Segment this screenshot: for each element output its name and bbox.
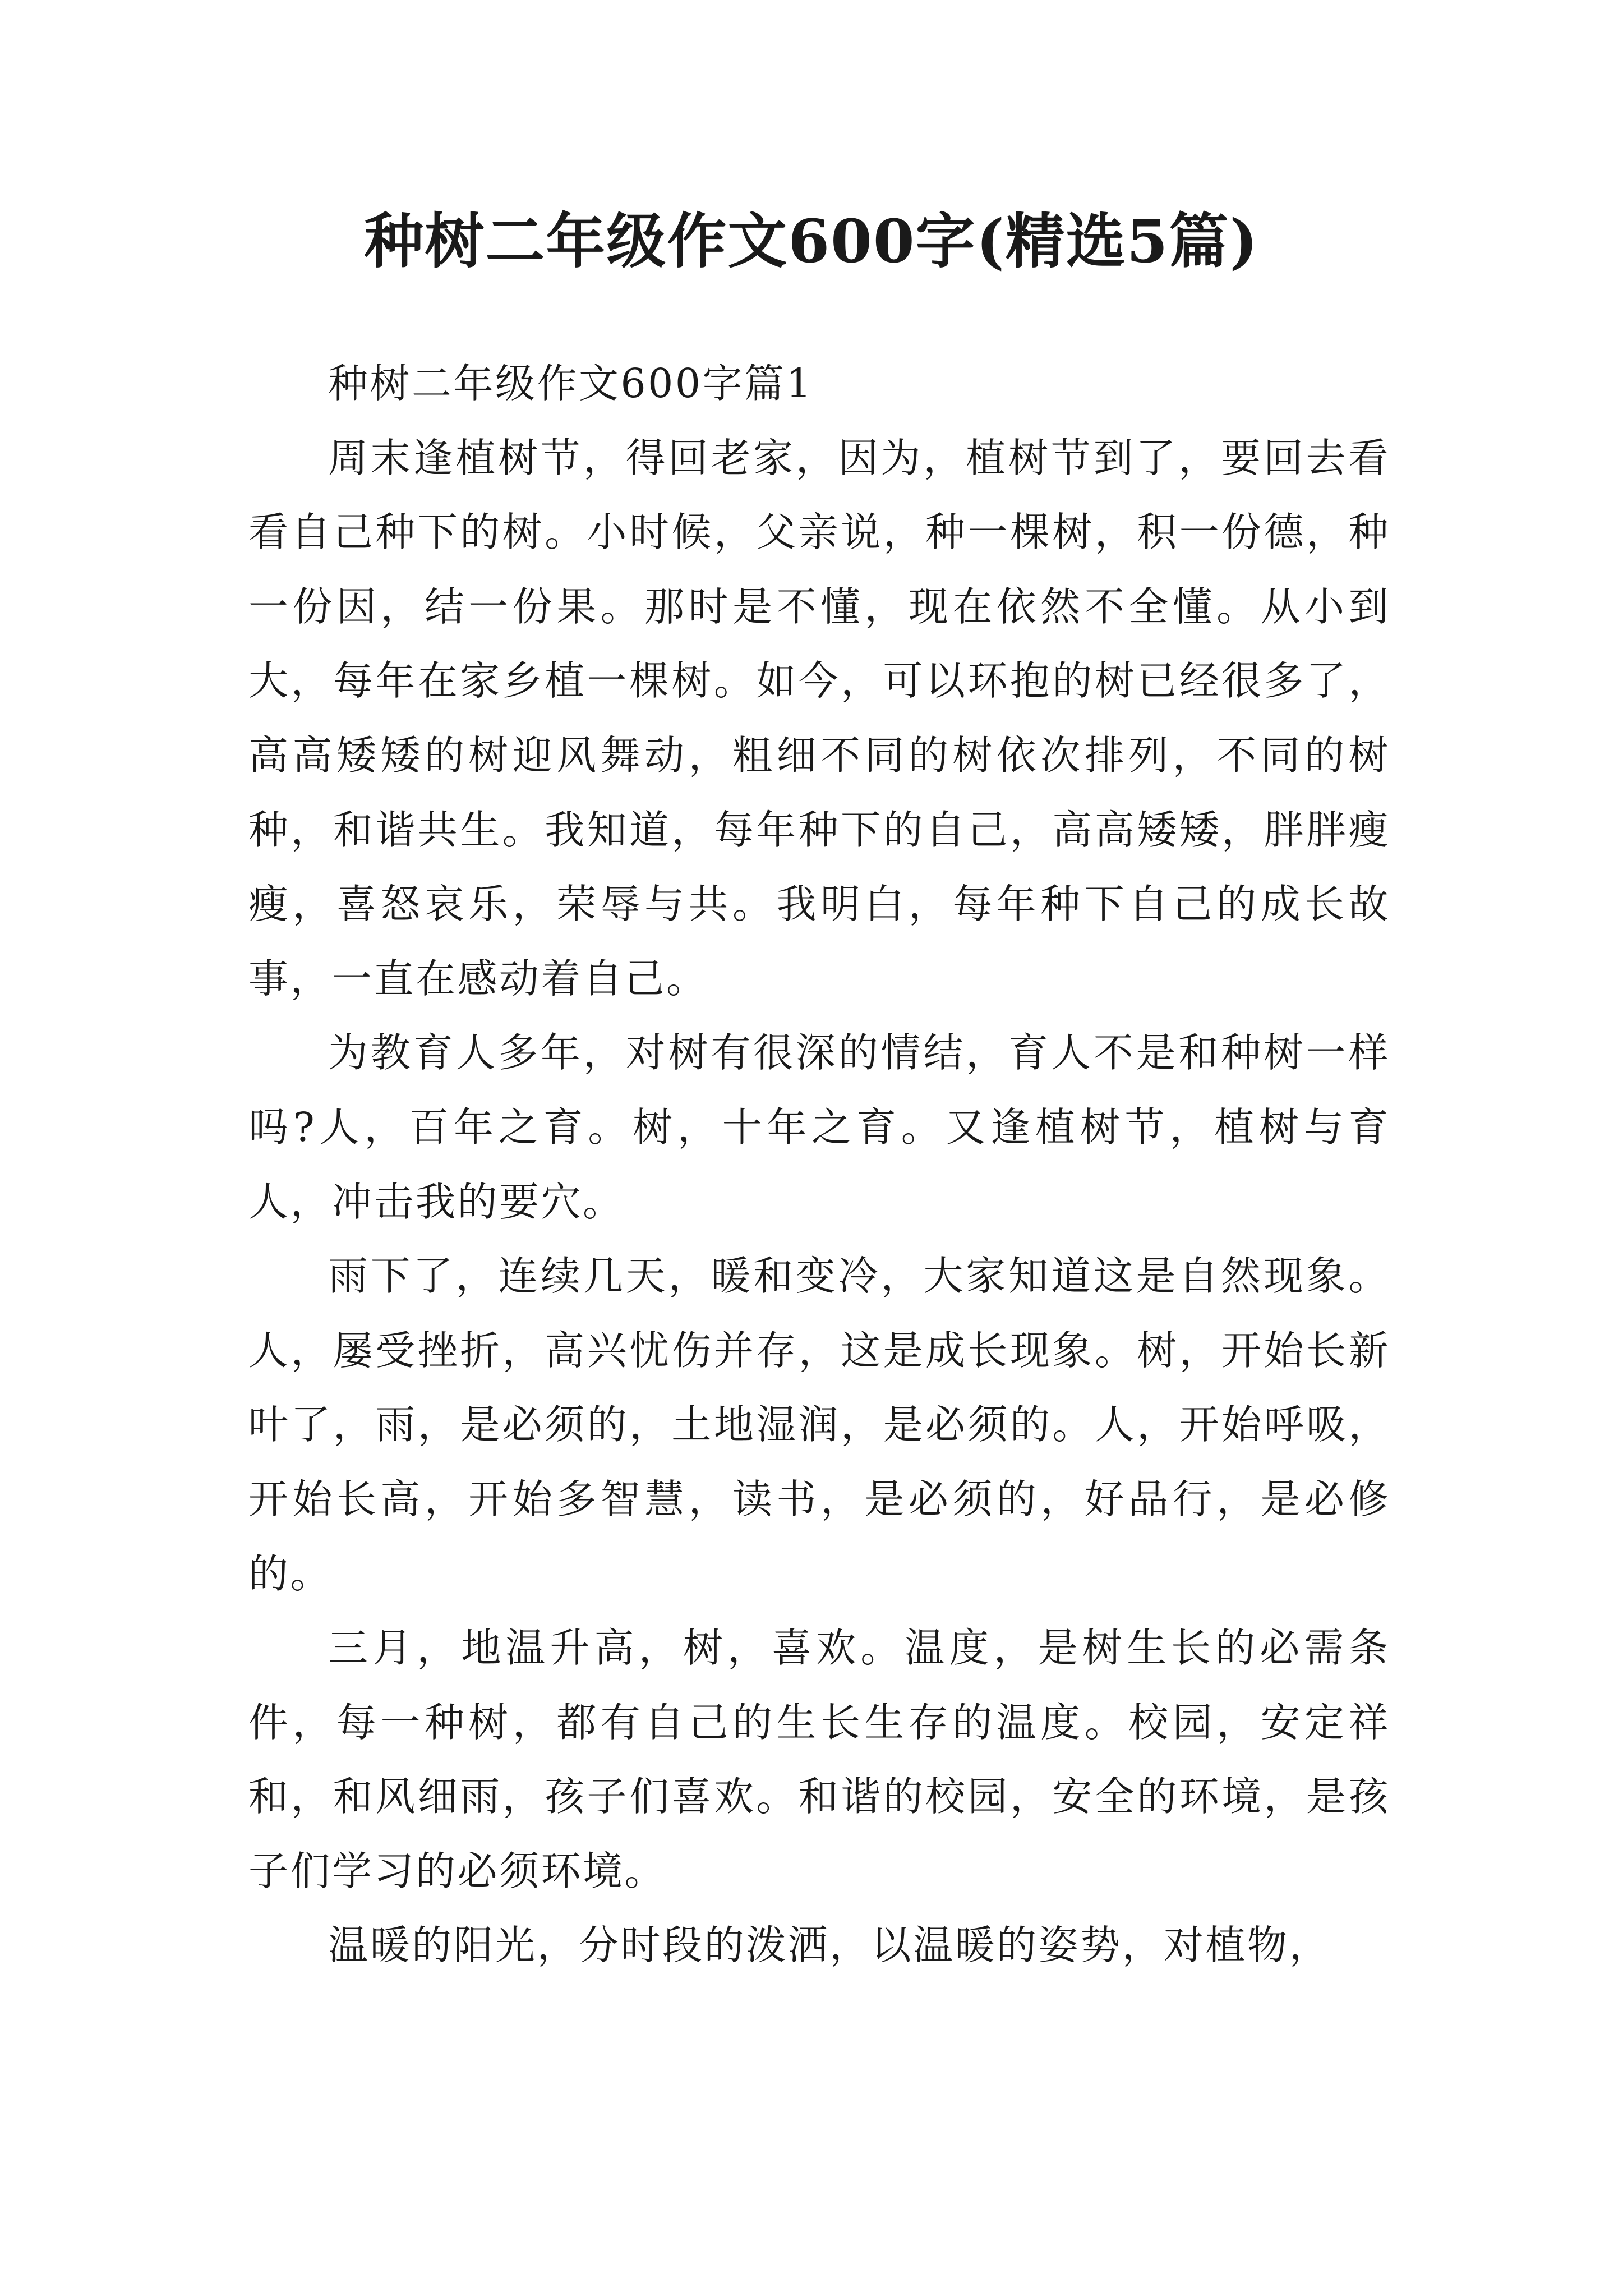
document-body	[248, 347, 1390, 1983]
document-title: 种树二年级作文600字(精选5篇)	[364, 206, 1259, 276]
paragraph: 周末逢植树节，得回老家，因为，植树节到了，要回去看看自己种下的树。小时候，父亲说，种一棵树，积一份德，种一份因，结一份果。那时是不懂，现在依然不全懂。从小到大，每年在家乡植一棵树。如今，可以环抱的树已经很多了，高高矮矮的树迎风舞动，粗细不同的树依次排列，不同的树种，和谐共生。我知道，每年种下的自己，高高矮矮，胖胖瘦瘦，喜怒哀乐，荣辱与共。我明白，每年种下自己的成长故事，一直在感动着自己。	[248, 434, 1390, 1002]
paragraph: 温暖的阳光，分时段的泼洒，以温暖的姿势，对植物，	[328, 1922, 1331, 1969]
paragraph: 三月，地温升高，树，喜欢。温度，是树生长的必需条件，每一种树，都有自己的生长生存的温度。校园，安定祥和，和风细雨，孩子们喜欢。和谐的校园，安全的环境，是孩子们学习的必须环境。	[248, 1625, 1390, 1894]
paragraph: 雨下了，连续几天，暖和变冷，大家知道这是自然现象。人，屡受挫折，高兴忧伤并存，这是成长现象。树，开始长新叶了，雨，是必须的，土地湿润，是必须的。人，开始呼吸，开始长高，开始多智慧，读书，是必须的，好品行，是必修的。	[248, 1253, 1390, 1597]
paragraph: 为教育人多年，对树有很深的情结，育人不是和种树一样吗?人，百年之育。树，十年之育。又逢植树节，植树与育人，冲击我的要穴。	[248, 1029, 1390, 1225]
section-heading: 种树二年级作文600字篇1	[328, 360, 814, 407]
